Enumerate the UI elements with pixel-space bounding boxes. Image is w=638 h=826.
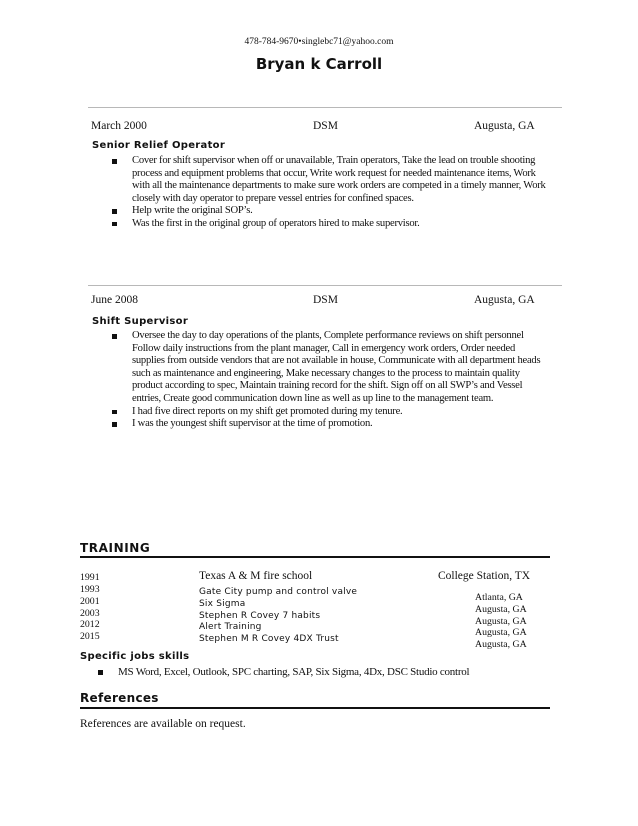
references-text: References are available on request.: [80, 718, 246, 730]
job-company: DSM: [313, 120, 338, 132]
bullet-icon: [112, 334, 117, 339]
job-location: Augusta, GA: [474, 120, 535, 132]
bullet-icon: [98, 670, 103, 675]
training-year: 2003: [80, 607, 100, 619]
bullet-icon: [112, 410, 117, 415]
list-item: Was the first in the original group of operators hired to make supervisor.: [112, 218, 547, 231]
training-location: Augusta, GA: [475, 639, 527, 651]
job-title: Senior Relief Operator: [92, 140, 226, 151]
training-course: Stephen R Covey 7 habits: [199, 610, 321, 621]
training-course: Gate City pump and control valve: [199, 587, 358, 597]
training-courses-list: [199, 587, 357, 646]
list-item: I was the youngest shift supervisor at the time of promotion.: [112, 418, 547, 431]
training-course: Stephen M R Covey 4DX Trust: [199, 634, 339, 645]
job-title: Shift Supervisor: [92, 316, 189, 327]
training-rule: [80, 556, 550, 558]
list-item: Help write the original SOP’s.: [112, 205, 547, 218]
training-course: Six Sigma: [199, 598, 246, 609]
job-location: Augusta, GA: [474, 294, 535, 306]
contact-line: 478-784-9670•singlebc71@yahoo.com: [244, 37, 394, 47]
training-location: Augusta, GA: [475, 603, 527, 615]
list-item: I had five direct reports on my shift get promoted during my tenure.: [112, 406, 547, 419]
training-year: 1991: [80, 572, 100, 583]
job-date: June 2008: [91, 294, 138, 306]
training-year: 2001: [80, 595, 100, 607]
job-divider: [88, 285, 562, 286]
references-rule: [80, 707, 550, 709]
training-course: Alert Training: [199, 622, 262, 633]
list-item: MS Word, Excel, Outlook, SPC charting, SAP, Six Sigma, 4Dx, DSC Studio control: [98, 666, 538, 679]
training-location: College Station, TX: [438, 570, 531, 582]
bullet-icon: [112, 422, 117, 427]
training-location: Atlanta, GA: [475, 592, 523, 603]
skills-list: [98, 666, 538, 679]
candidate-name: Bryan k Carroll: [255, 55, 383, 73]
training-locations-list: [475, 592, 527, 651]
list-item: Oversee the day to day operations of the plants, Complete performance reviews on shift personnel Follow daily instructions from the plant manager, Call in emergency work orders, Order needed supplies from outside vendors that are not available in house, Communicate with all department heads such as maintenance and engineering, Make necessary changes to the process to maintain quality product according to spec, Maintain training record for the shift. Sign off on all SWP’s and Vessel entries, Create good communication down line as well as up line to the management team.: [112, 330, 547, 406]
training-location: Augusta, GA: [475, 627, 527, 639]
skills-heading: Specific jobs skills: [80, 651, 190, 662]
training-location: Augusta, GA: [475, 615, 527, 627]
training-heading: TRAINING: [80, 541, 151, 555]
training-school: Texas A & M fire school: [199, 570, 313, 582]
bullet-icon: [112, 209, 117, 214]
job-bullets: [112, 155, 547, 231]
job-date: March 2000: [91, 120, 147, 132]
training-years-list: [80, 584, 100, 643]
bullet-icon: [112, 222, 117, 227]
job-divider: [88, 107, 562, 108]
training-year: 1993: [80, 584, 100, 595]
job-bullets: [112, 330, 547, 431]
list-item: Cover for shift supervisor when off or unavailable, Train operators, Take the lead on trouble shooting process and equipment problems that occur, Write work request for needed maintenance items, Work with all the maintenance departments to make sure work orders are competed in a timely manner, Work closely with day operator to prepare vessel entries for confined spaces.: [112, 155, 547, 205]
bullet-icon: [112, 159, 117, 164]
training-year: 2012: [80, 619, 100, 631]
references-heading: References: [80, 691, 159, 705]
training-year: 2015: [80, 631, 100, 643]
job-company: DSM: [313, 294, 338, 306]
